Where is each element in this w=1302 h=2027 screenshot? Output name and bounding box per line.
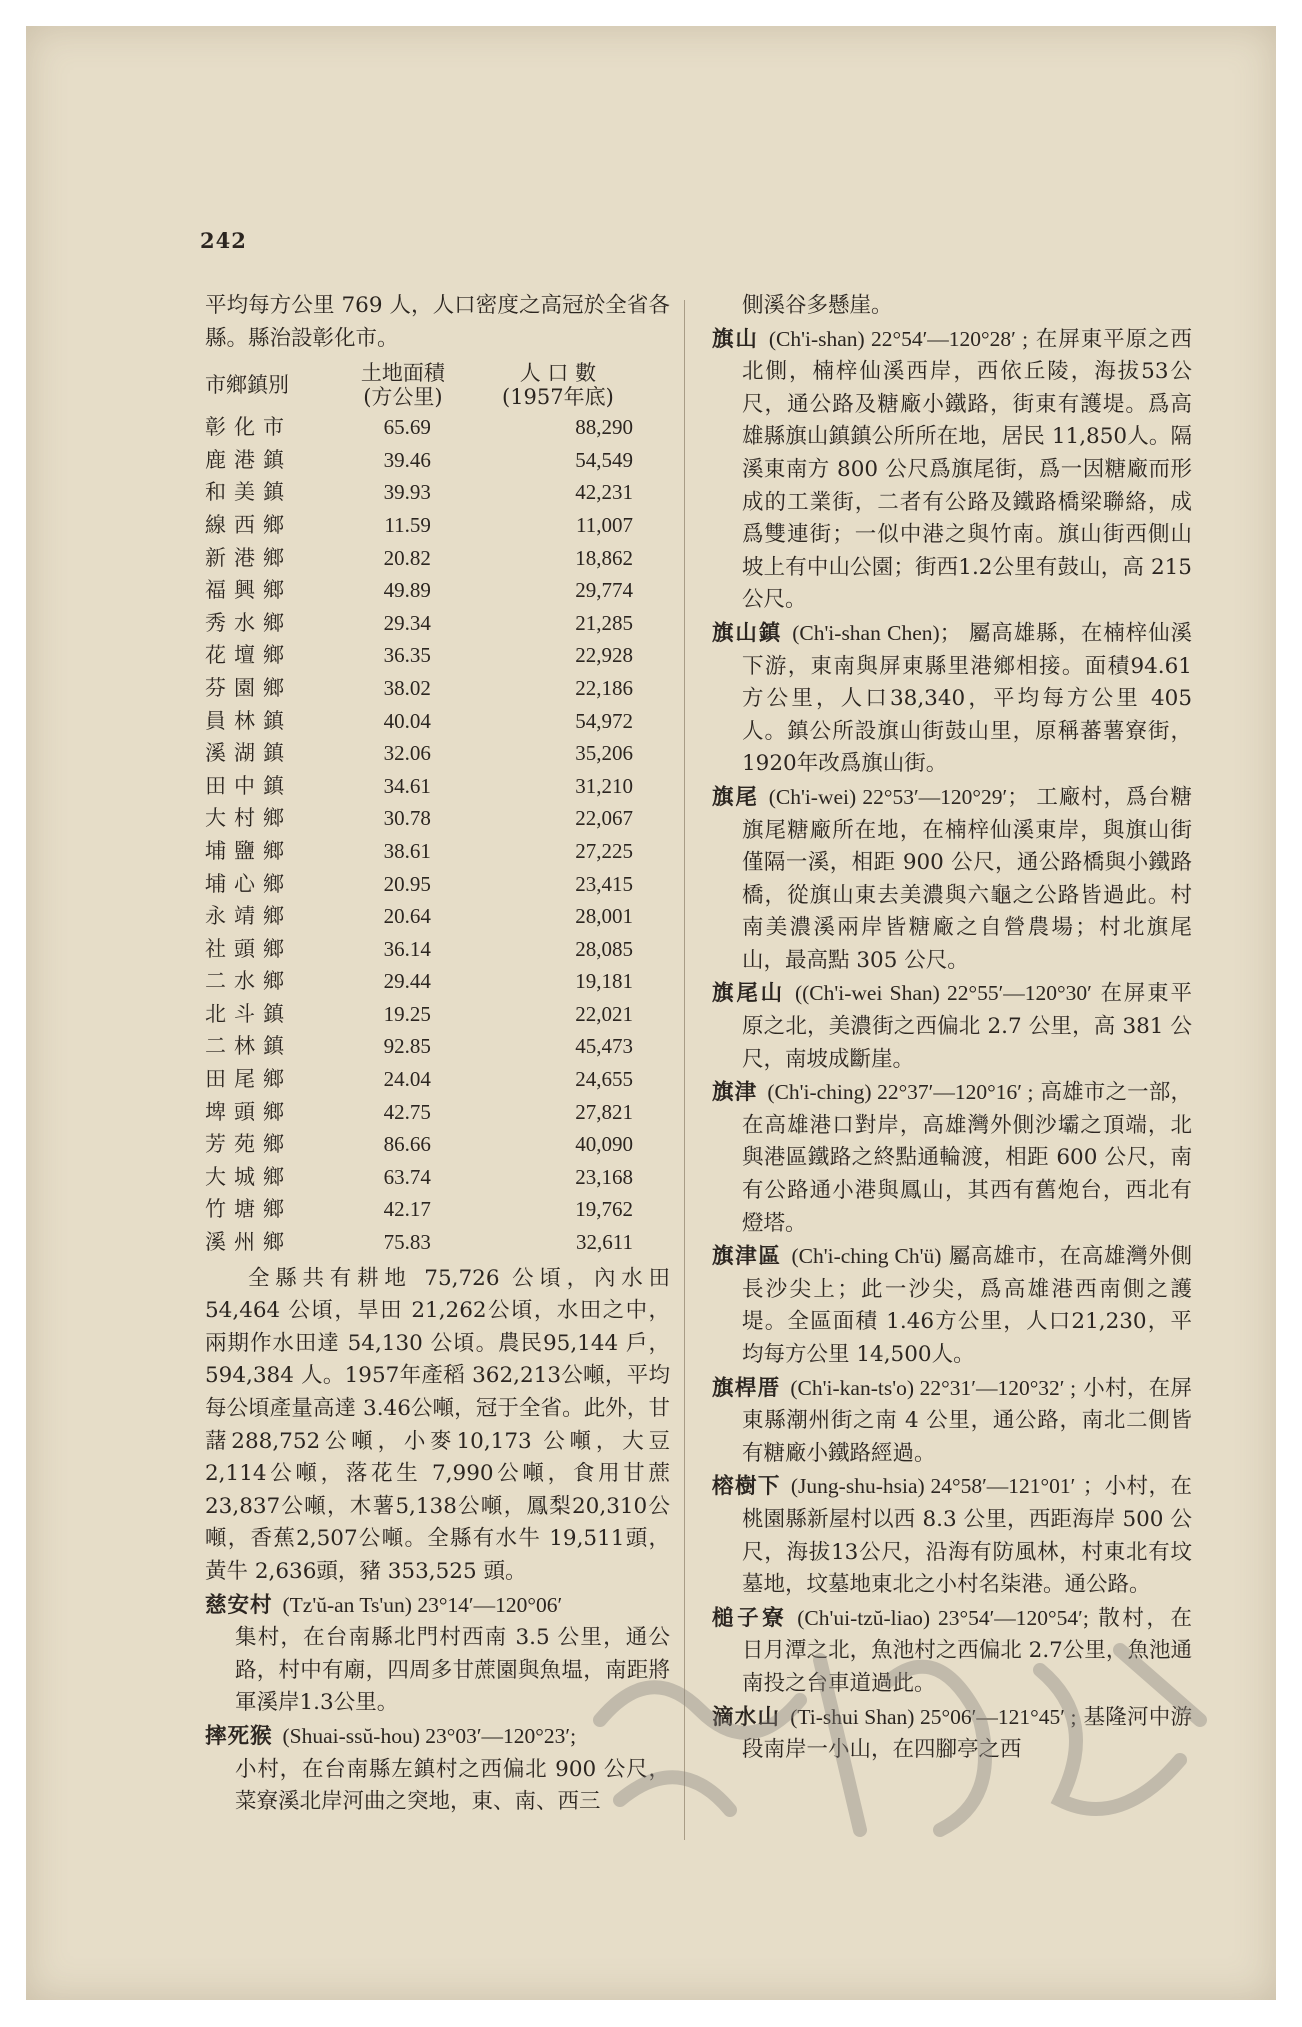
entry-tzuan <box>205 1589 670 1720</box>
entry-romanization: (Shuai-ssŭ-hou) 23°03′—120°23′; <box>282 1723 577 1748</box>
entry-romanization: (Ch'i-shan Chen)； <box>792 620 962 645</box>
population-value: 54,972 <box>575 708 633 733</box>
area-value: 36.35 <box>383 643 431 668</box>
town-name: 花壇鄉 <box>205 643 292 668</box>
population-value: 19,181 <box>575 969 633 994</box>
intro-paragraph: 平均每方公里 769 人，人口密度之高冠於全省各縣。縣治設彰化市。 <box>205 293 670 351</box>
entry-headword: 旗津區 <box>712 1244 782 1270</box>
table-row <box>205 835 645 868</box>
town-name: 芳苑鄉 <box>205 1132 292 1157</box>
area-value: 40.04 <box>383 708 431 733</box>
table-row <box>205 868 645 901</box>
table-row <box>205 672 645 705</box>
town-name: 員林鎮 <box>205 708 292 733</box>
town-name: 新港鄉 <box>205 545 292 570</box>
area-value: 42.17 <box>383 1197 431 1222</box>
area-value: 36.14 <box>383 936 431 961</box>
population-value: 27,821 <box>575 1099 633 1124</box>
entry-romanization: (Ti-shui Shan) 25°06′—121°45′ ; <box>790 1704 1077 1729</box>
entry-body: 高雄市之一部，在高雄港口對岸，高雄灣外側沙壩之頂端，北與港區鐵路之終點通輪渡，相距 600 公尺，南有公路通小港與鳳山，其西有舊炮台，西北有燈塔。 <box>742 1080 1192 1236</box>
population-value: 18,862 <box>575 545 633 570</box>
table-row <box>205 639 645 672</box>
continued-text: 側溪谷多懸崖。 <box>742 293 893 318</box>
table-row <box>205 737 645 770</box>
entry-headword: 榕樹下 <box>712 1474 781 1500</box>
town-name: 大城鄉 <box>205 1164 292 1189</box>
entry-body: 在屏東平原之西北側，楠梓仙溪西岸，西依丘陵，海拔53公尺，通公路及糖廠小鐵路，街東有護堤。爲高雄縣旗山鎮鎮公所所在地，居民 11,850人。隔溪東南方 800 公尺爲旗尾街，爲一因糖廠而形成的工業街，二者有公路及鐵路橋梁聯絡，成爲雙連街；一似中港之與竹南。旗山街西側山坡上有中山公園；街西1.2公里有鼓山，高 215 公尺。 <box>742 326 1192 613</box>
town-name: 田中鎮 <box>205 773 292 798</box>
left-column <box>205 290 670 1819</box>
area-value: 11.59 <box>384 512 431 537</box>
population-value: 24,655 <box>575 1067 633 1092</box>
population-value: 28,001 <box>575 904 633 929</box>
table-row <box>205 900 645 933</box>
town-name: 社頭鄉 <box>205 936 292 961</box>
table-row <box>205 444 645 477</box>
area-value: 34.61 <box>383 773 431 798</box>
gazetteer-entry <box>712 1076 1192 1240</box>
gazetteer-entry <box>712 1372 1192 1471</box>
population-value: 88,290 <box>575 415 633 440</box>
population-value: 27,225 <box>575 838 633 863</box>
entry-body: ；小村，在桃園縣新屋村以西 8.3 公里，西距海岸 500 公尺，海拔13公尺，沿海有防風林，村東北有坟墓地，坟墓地東北之小村名柒港。通公路。 <box>742 1474 1192 1598</box>
town-name: 二水鄉 <box>205 969 292 994</box>
table-row <box>205 574 645 607</box>
gazetteer-entry <box>712 781 1192 978</box>
right-entries <box>712 323 1192 1767</box>
population-value: 21,285 <box>575 610 633 635</box>
population-value: 22,021 <box>575 1001 633 1026</box>
table-row <box>205 476 645 509</box>
area-value: 24.04 <box>383 1067 431 1092</box>
table-row <box>205 1030 645 1063</box>
entry-body: 工廠村，爲台糖旗尾糖廠所在地，在楠梓仙溪東岸，與旗山街僅隔一溪，相距 900 公尺，通公路橋與小鐵路橋，從旗山東去美濃與六龜之公路皆過此。村南美濃溪兩岸皆糖廠之自營農場；村北旗尾山，最高點 305 公尺。 <box>742 784 1192 973</box>
table-row <box>205 998 645 1031</box>
town-name: 彰化市 <box>205 415 292 440</box>
town-name: 溪湖鎮 <box>205 741 292 766</box>
population-value: 31,210 <box>575 773 633 798</box>
area-value: 39.93 <box>383 480 431 505</box>
entry-headword: 旗津 <box>712 1080 758 1106</box>
header-pop: 人 口 數 (1957年底) <box>502 361 614 410</box>
table-row <box>205 1193 645 1226</box>
entry-body: 小村，在屏東縣潮州街之南 4 公里，通公路，南北二側皆有糖廠小鐵路經過。 <box>742 1375 1192 1466</box>
population-value: 45,473 <box>575 1034 633 1059</box>
town-name: 和美鎮 <box>205 480 292 505</box>
area-value: 49.89 <box>383 578 431 603</box>
entry-romanization: (Ch'i-kan-ts'o) 22°31′—120°32′ ; <box>790 1375 1077 1400</box>
entry-body: 在屏東平原之北，美濃街之西偏北 2.7 公里，高 381 公尺，南坡成斷崖。 <box>742 981 1192 1072</box>
town-name: 埔鹽鄉 <box>205 838 292 863</box>
entry-body: 散村，在日月潭之北，魚池村之西偏北 2.7公里，魚池通南投之台車道過此。 <box>742 1605 1192 1696</box>
right-column <box>712 290 1192 1767</box>
entry-headword: 慈安村 <box>205 1592 273 1618</box>
entry-romanization: (Ch'i-ching Ch'ü) <box>791 1244 942 1269</box>
population-value: 35,206 <box>575 741 633 766</box>
entry-headword: 旗尾山 <box>712 981 785 1007</box>
area-value: 65.69 <box>383 415 431 440</box>
table-row <box>205 1128 645 1161</box>
town-name: 竹塘鄉 <box>205 1197 292 1222</box>
population-value: 11,007 <box>576 512 633 537</box>
area-value: 38.02 <box>383 675 431 700</box>
entry-romanization: (Jung-shu-hsia) 24°58′—121°01′ <box>790 1474 1076 1499</box>
gazetteer-entry <box>712 1701 1192 1767</box>
gazetteer-entry <box>712 1602 1192 1701</box>
area-value: 20.64 <box>383 904 431 929</box>
entry-romanization: (Tz'ŭ-an Ts'un) 23°14′—120°06′ <box>282 1592 563 1617</box>
town-name: 田尾鄉 <box>205 1067 292 1092</box>
area-value: 86.66 <box>383 1132 431 1157</box>
table-row <box>205 1096 645 1129</box>
area-value: 38.61 <box>383 838 431 863</box>
town-name: 線西鄉 <box>205 512 292 537</box>
population-value: 28,085 <box>575 936 633 961</box>
entry-body: 集村，在台南縣北門村西南 3.5 公里，通公路，村中有廟，四周多甘蔗園與魚塭，南距將軍溪岸1.3公里。 <box>235 1625 670 1716</box>
table-row <box>205 411 645 444</box>
population-value: 19,762 <box>575 1197 633 1222</box>
town-name: 北斗鎮 <box>205 1001 292 1026</box>
header-name: 市鄉鎮別 <box>205 373 289 398</box>
table-row <box>205 705 645 738</box>
entry-romanization: (Ch'i-shan) 22°54′—120°28′ ; <box>768 326 1029 351</box>
town-name: 鹿港鎮 <box>205 447 292 472</box>
population-value: 22,186 <box>575 675 633 700</box>
table-row <box>205 965 645 998</box>
township-table <box>205 357 645 1258</box>
population-value: 23,415 <box>575 871 633 896</box>
entry-romanization: ((Ch'i-wei Shan) 22°55′—120°30′ <box>794 981 1092 1006</box>
population-value: 40,090 <box>575 1132 633 1157</box>
gazetteer-entry <box>712 1240 1192 1371</box>
area-value: 42.75 <box>383 1099 431 1124</box>
area-value: 32.06 <box>383 741 431 766</box>
area-value: 63.74 <box>383 1164 431 1189</box>
area-value: 30.78 <box>383 806 431 831</box>
table-header-row <box>205 357 645 411</box>
population-value: 29,774 <box>575 578 633 603</box>
town-name: 溪州鄉 <box>205 1230 292 1255</box>
gazetteer-entry <box>712 617 1192 781</box>
entry-romanization: (Ch'i-wei) 22°53′—120°29′； <box>768 784 1029 809</box>
population-value: 42,231 <box>575 480 633 505</box>
area-value: 92.85 <box>383 1034 431 1059</box>
area-value: 19.25 <box>383 1001 431 1026</box>
entry-headword: 旗尾 <box>712 784 759 810</box>
table-row <box>205 1063 645 1096</box>
town-name: 埔心鄉 <box>205 871 292 896</box>
town-name: 秀水鄉 <box>205 610 292 635</box>
header-area: 土地面積 (方公里) <box>360 361 445 410</box>
area-value: 20.82 <box>383 545 431 570</box>
entry-body: 基隆河中游段南岸一小山，在四腳亭之西 <box>742 1704 1192 1763</box>
area-value: 29.44 <box>383 969 431 994</box>
entry-shuaissuhou <box>205 1720 670 1819</box>
table-row <box>205 802 645 835</box>
entry-headword: 槌子寮 <box>712 1605 788 1631</box>
area-value: 29.34 <box>383 610 431 635</box>
entry-body: 屬高雄市，在高雄灣外側長沙尖上；此一沙尖，爲高雄港西南側之護堤。全區面積 1.46方公里，人口21,230，平均每方公里 14,500人。 <box>742 1244 1192 1367</box>
table-row <box>205 607 645 640</box>
population-value: 22,067 <box>575 806 633 831</box>
town-name: 大村鄉 <box>205 806 292 831</box>
area-value: 20.95 <box>383 871 431 896</box>
population-value: 54,549 <box>575 447 633 472</box>
entry-romanization: (Ch'ui-tzŭ-liao) 23°54′—120°54′; <box>797 1605 1089 1630</box>
page-number: 242 <box>200 228 247 253</box>
table-row <box>205 509 645 542</box>
population-value: 23,168 <box>575 1164 633 1189</box>
table-row <box>205 1161 645 1194</box>
farm-paragraph: 全縣共有耕地 75,726 公頃，內水田 54,464 公頃，旱田 21,262公頃，水田之中，兩期作水田達 54,130 公頃。農民95,144 戶，594,384 人。1957年產稻 362,213公噸，平均每公頃產量高達 3.46公噸，冠于全省。此外，甘藷288,752公噸，小麥10,173 公噸，大豆 2,114公噸，落花生 7,990公噸，食用甘蔗23,837公噸，木薯5,138公噸，鳳梨20,310公噸，香蕉2,507公噸。全縣有水牛 19,511頭，黃牛 2,636頭，豬 353,525 頭。 <box>205 1265 670 1584</box>
table-row <box>205 542 645 575</box>
entry-headword: 摔死猴 <box>205 1723 273 1749</box>
entry-headword: 旗山鎮 <box>712 620 783 646</box>
entry-headword: 旗山 <box>712 326 759 352</box>
table-row <box>205 1226 645 1259</box>
gazetteer-entry <box>712 323 1192 617</box>
town-name: 福興鄉 <box>205 578 292 603</box>
gazetteer-entry <box>712 1470 1192 1601</box>
entry-body: 小村，在台南縣左鎮村之西偏北 900 公尺，菜寮溪北岸河曲之突地，東、南、西三 <box>235 1756 670 1815</box>
town-name: 埤頭鄉 <box>205 1099 292 1124</box>
entry-romanization: (Ch'i-ching) 22°37′—120°16′ ; <box>767 1080 1034 1105</box>
area-value: 75.83 <box>383 1230 431 1255</box>
town-name: 二林鎮 <box>205 1034 292 1059</box>
entry-headword: 旗桿厝 <box>712 1375 781 1401</box>
population-value: 22,928 <box>575 643 633 668</box>
table-body <box>205 411 645 1258</box>
column-divider <box>684 300 685 1840</box>
area-value: 39.46 <box>383 447 431 472</box>
table-row <box>205 933 645 966</box>
table-row <box>205 770 645 803</box>
population-value: 32,611 <box>576 1230 633 1255</box>
town-name: 芬園鄉 <box>205 675 292 700</box>
left-entries <box>205 1589 670 1819</box>
gazetteer-entry <box>712 977 1192 1076</box>
entry-body: 屬高雄縣，在楠梓仙溪下游，東南與屏東縣里港鄉相接。面積94.61 方公里，人口38,340，平均每方公里 405 人。鎮公所設旗山街鼓山里，原稱蕃薯寮街，1920年改爲旗山街。 <box>742 620 1192 777</box>
entry-headword: 滴水山 <box>712 1704 781 1730</box>
town-name: 永靖鄉 <box>205 904 292 929</box>
